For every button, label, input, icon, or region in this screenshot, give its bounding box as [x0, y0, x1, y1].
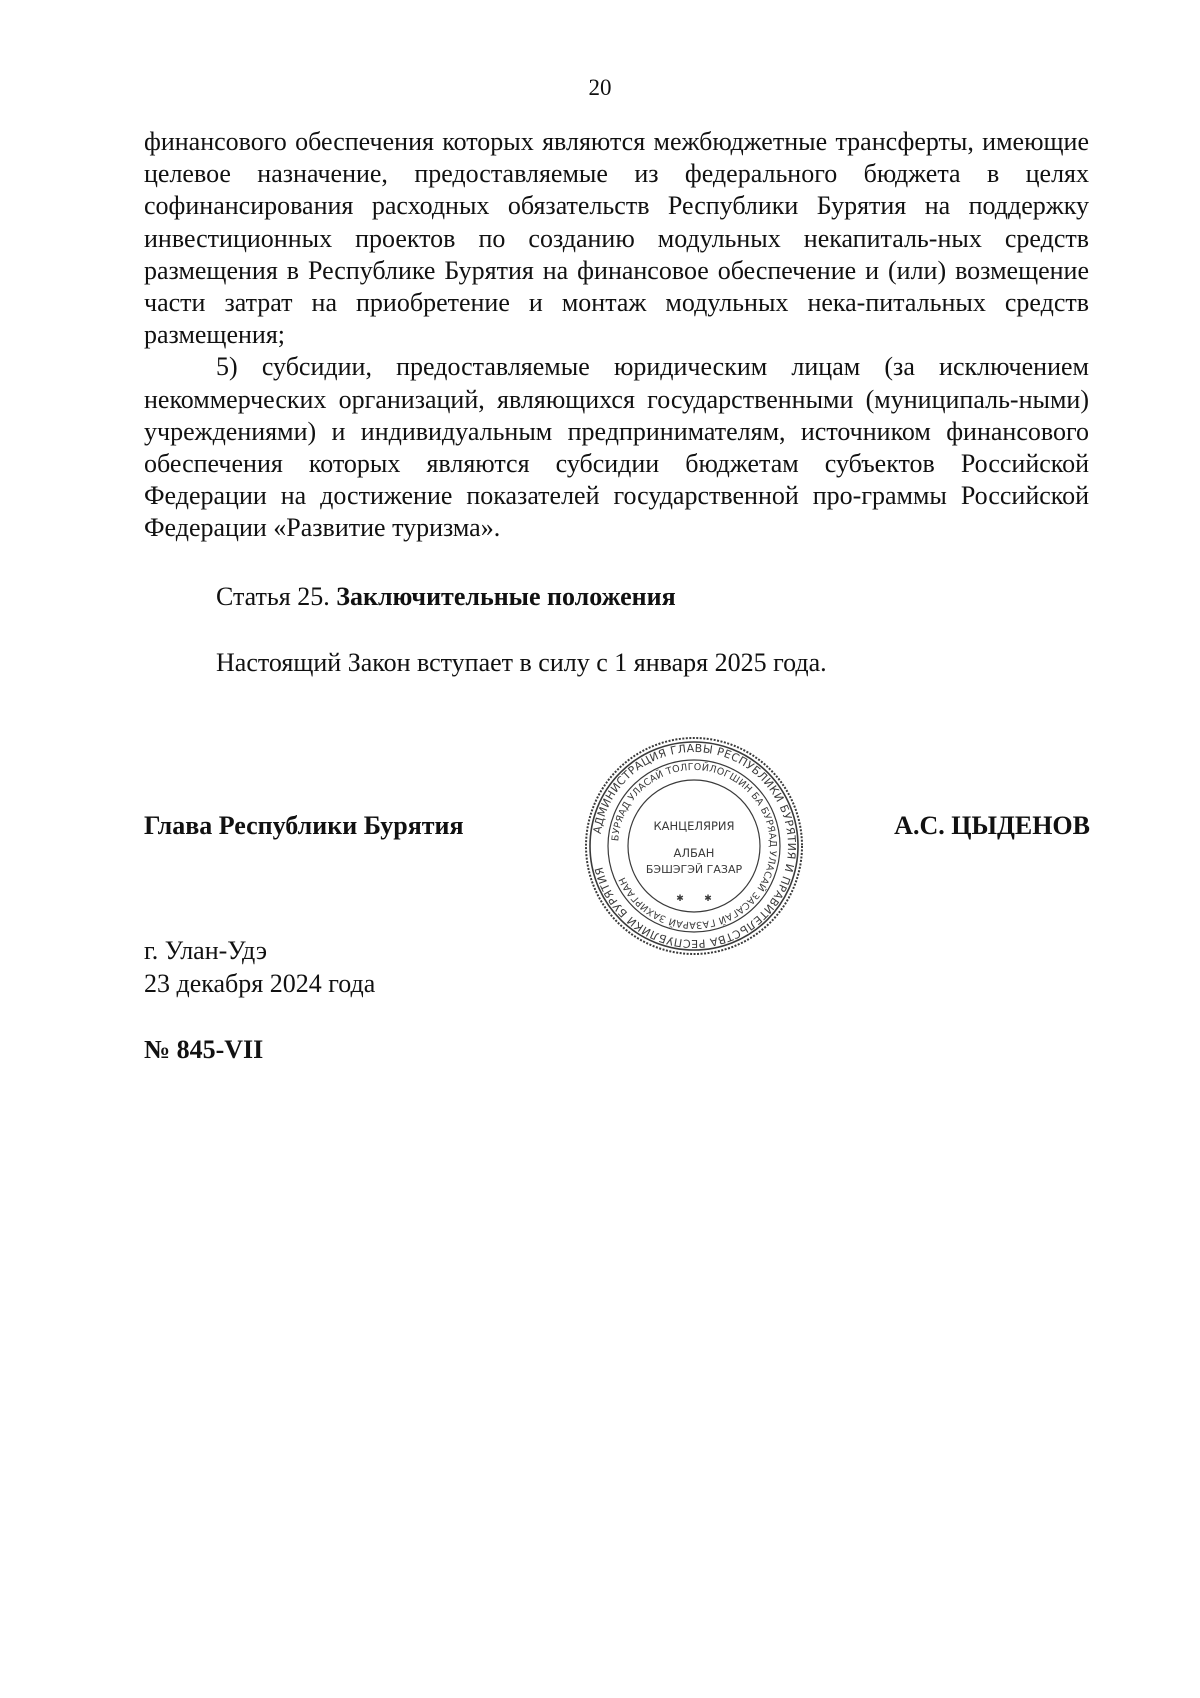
- article-label: Статья 25.: [216, 582, 330, 611]
- signatory-position: Глава Республики Бурятия: [144, 811, 464, 840]
- seal-inner-text: БУРЯАД УЛАСАЙ ТОЛГОЙЛОГШИН БА БУРЯАД УЛАСАЙ ЗАСАГАЙ ГАЗАРАЙ ЗАХИРГААН: [610, 761, 779, 931]
- place-and-date: [144, 934, 375, 1000]
- page-number: 20: [588, 75, 612, 100]
- seal-outer-text: АДМИНИСТРАЦИЯ ГЛАВЫ РЕСПУБЛИКИ БУРЯТИЯ И ПРАВИТЕЛЬСТВА РЕСПУБЛИКИ БУРЯТИЯ: [590, 741, 799, 951]
- article-title: Заключительные положения: [336, 582, 676, 611]
- seal-center-line-2: АЛБАН: [673, 846, 715, 860]
- paragraph-item-5: 5) субсидии, предоставляемые юридическим лицам (за исключением некоммерческих организаций, являющихся государственными (муниципаль-ными) учреждениями) и индивидуальным предпринимателям, источником финансового обеспечения которых являются субсидии бюджетам субъектов Российской Федерации на достижение показателей государственной про-граммы Российской Федерации «Развитие туризма».: [144, 352, 1089, 543]
- seal-center-line-1: КАНЦЕЛЯРИЯ: [653, 819, 735, 833]
- paragraph-continuation: финансового обеспечения которых являются межбюджетные трансферты, имеющие целевое назначение, предоставляемые из федерального бюджета в целях софинансирования расходных обязательств Республики Бурятия на поддержку инвестиционных проектов по созданию модульных некапиталь-ных средств размещения в Республике Бурятия на финансовое обеспечение и (или) возмещение части затрат на приобретение и монтаж модульных нека-питальных средств размещения;: [144, 127, 1089, 350]
- seal-center-line-3: БЭШЭГЭЙ ГАЗАР: [645, 863, 743, 876]
- svg-text:✱: ✱: [704, 894, 712, 904]
- seal-stamp-icon: [583, 735, 805, 957]
- svg-text:✱: ✱: [676, 894, 684, 904]
- city: г. Улан-Удэ: [144, 936, 268, 965]
- article-text: Настоящий Закон вступает в силу с 1 января 2025 года.: [216, 648, 827, 677]
- document-number: № 845-VII: [144, 1035, 264, 1064]
- official-seal: [583, 735, 805, 957]
- signing-date: 23 декабря 2024 года: [144, 969, 376, 998]
- article-heading: [216, 581, 676, 613]
- law-body-text: [144, 126, 1089, 545]
- signatory-name: А.С. ЦЫДЕНОВ: [894, 811, 1090, 840]
